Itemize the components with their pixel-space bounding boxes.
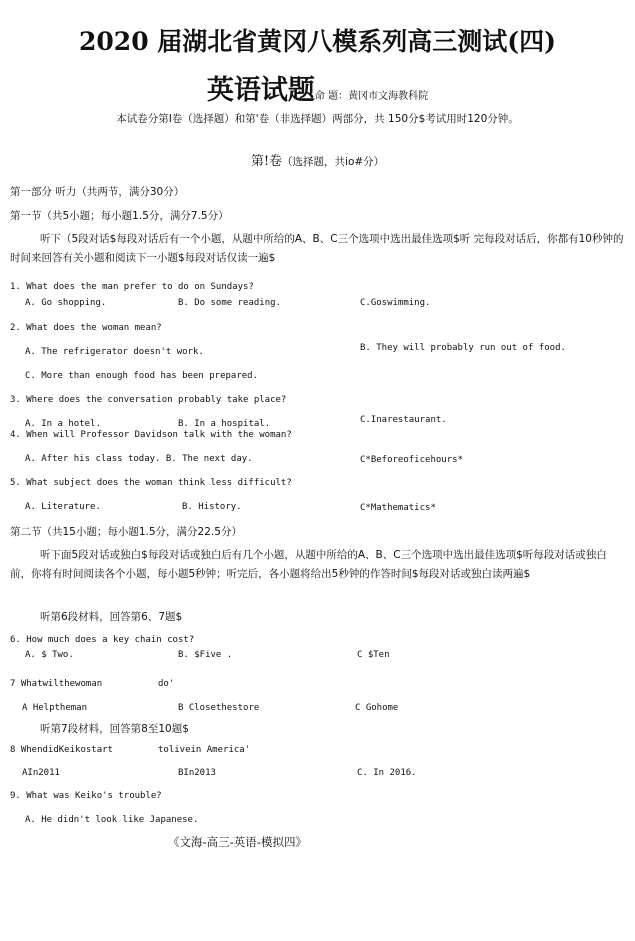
section2-heading: 第二节（共15小题；每小题1.5分，满分22.5分）	[10, 526, 242, 538]
volume-heading	[0, 150, 635, 169]
page-footer: 《文海-高三-英语-模拟四》	[168, 835, 307, 849]
q2-option-a: A. The refrigerator doesn't work.	[25, 347, 204, 357]
volume-label: 第!卷	[250, 154, 283, 169]
q2-stem: 2. What does the woman mean?	[10, 323, 162, 333]
q6-option-b: B. $Five .	[178, 650, 233, 660]
q7-option-a: A Helptheman	[22, 703, 88, 713]
q5-option-b: B. History.	[182, 502, 242, 512]
volume-note: （选择题，共io#分）	[282, 156, 385, 168]
q7-option-c: C Gohome	[355, 703, 399, 713]
q5-stem: 5. What subject does the woman think less difficult?	[10, 478, 292, 488]
q3-option-a: A. In a hotel.	[25, 419, 101, 429]
material-7-instruction: 听第7段材料，回答第8至10题$	[40, 723, 189, 735]
q7-option-b: B Closethestore	[178, 703, 260, 713]
part1-heading: 第一部分 听力（共两节，满分30分）	[10, 186, 185, 198]
q2-option-c: C. More than enough food has been prepared.	[25, 371, 258, 381]
q8-stem-end: tolivein America'	[158, 745, 251, 755]
q1-option-a: A. Go shopping.	[25, 298, 107, 308]
q4-option-c: C*Beforeoficehours*	[360, 455, 463, 465]
q9-stem: 9. What was Keiko's trouble?	[10, 791, 162, 801]
q3-stem: 3. Where does the conversation probably take place?	[10, 395, 287, 405]
q3-option-c: C.Inarestaurant.	[360, 415, 447, 425]
q8-option-c: C. In 2016.	[357, 768, 417, 778]
q5-option-a: A. Literature.	[25, 502, 101, 512]
section2-instructions: 听下面5段对话或独白$每段对话或独白后有几个小题，从题中所给的A、B、C三个选项中选出最佳选项$听每段对话或独白前，你将有时间阅读各个小题，每小题5秒钟；听完后，各小题将给出5秒钟的作答时间$每段对话或独白读两遍$	[10, 549, 607, 580]
q9-option-a: A. He didn't look like Japanese.	[25, 815, 199, 825]
section1-heading: 第一节（共5小题；每小题1.5分，满分7.5分）	[10, 210, 229, 222]
q8-stem: 8 WhendidKeikostart	[10, 745, 113, 755]
q8-option-a: AIn2011	[22, 768, 60, 778]
author-line: 命 题：黄冈市文海教科院	[314, 91, 429, 102]
q1-option-c: C.Goswimming.	[360, 298, 431, 308]
subtitle-row	[0, 68, 635, 107]
exam-intro: 本试卷分第I卷（选择题）和第'卷（非选择题）两部分，共 150分$考试用时120分钟。	[116, 113, 519, 125]
q3-option-b: B. In a hospital.	[178, 419, 271, 429]
q8-option-b: BIn2013	[178, 768, 216, 778]
q4-stem: 4. When will Professor Davidson talk with the woman?	[10, 430, 292, 440]
q1-option-b: B. Do some reading.	[178, 298, 281, 308]
q6-stem: 6. How much does a key chain cost?	[10, 635, 195, 645]
q6-option-c: C $Ten	[357, 650, 390, 660]
exam-title: 2020 届湖北省黄冈八模系列高三测试(四)	[79, 27, 556, 56]
q2-option-b: B. They will probably run out of food.	[360, 343, 566, 353]
q4-option-ab: A. After his class today. B. The next day.	[25, 454, 253, 464]
q6-option-a: A. $ Two.	[25, 650, 74, 660]
q1-stem: 1. What does the man prefer to do on Sundays?	[10, 282, 254, 292]
q5-option-c: C*Mathematics*	[360, 503, 436, 513]
q7-stem: 7 Whatwilthewoman	[10, 679, 103, 689]
subject-title: 英语试题	[206, 75, 315, 106]
q7-stem-end: do'	[158, 679, 175, 689]
section1-instructions: 听下（5段对话$每段对话后有一个小题，从题中所给的A、B、C三个选项中选出最佳选项$听 完每段对话后，你都有10秒钟的时间来回答有关小题和阅读下一小题$每段对话仅读一遍$	[10, 233, 624, 264]
material-6-instruction: 听第6段材料，回答第6、7题$	[40, 611, 183, 623]
